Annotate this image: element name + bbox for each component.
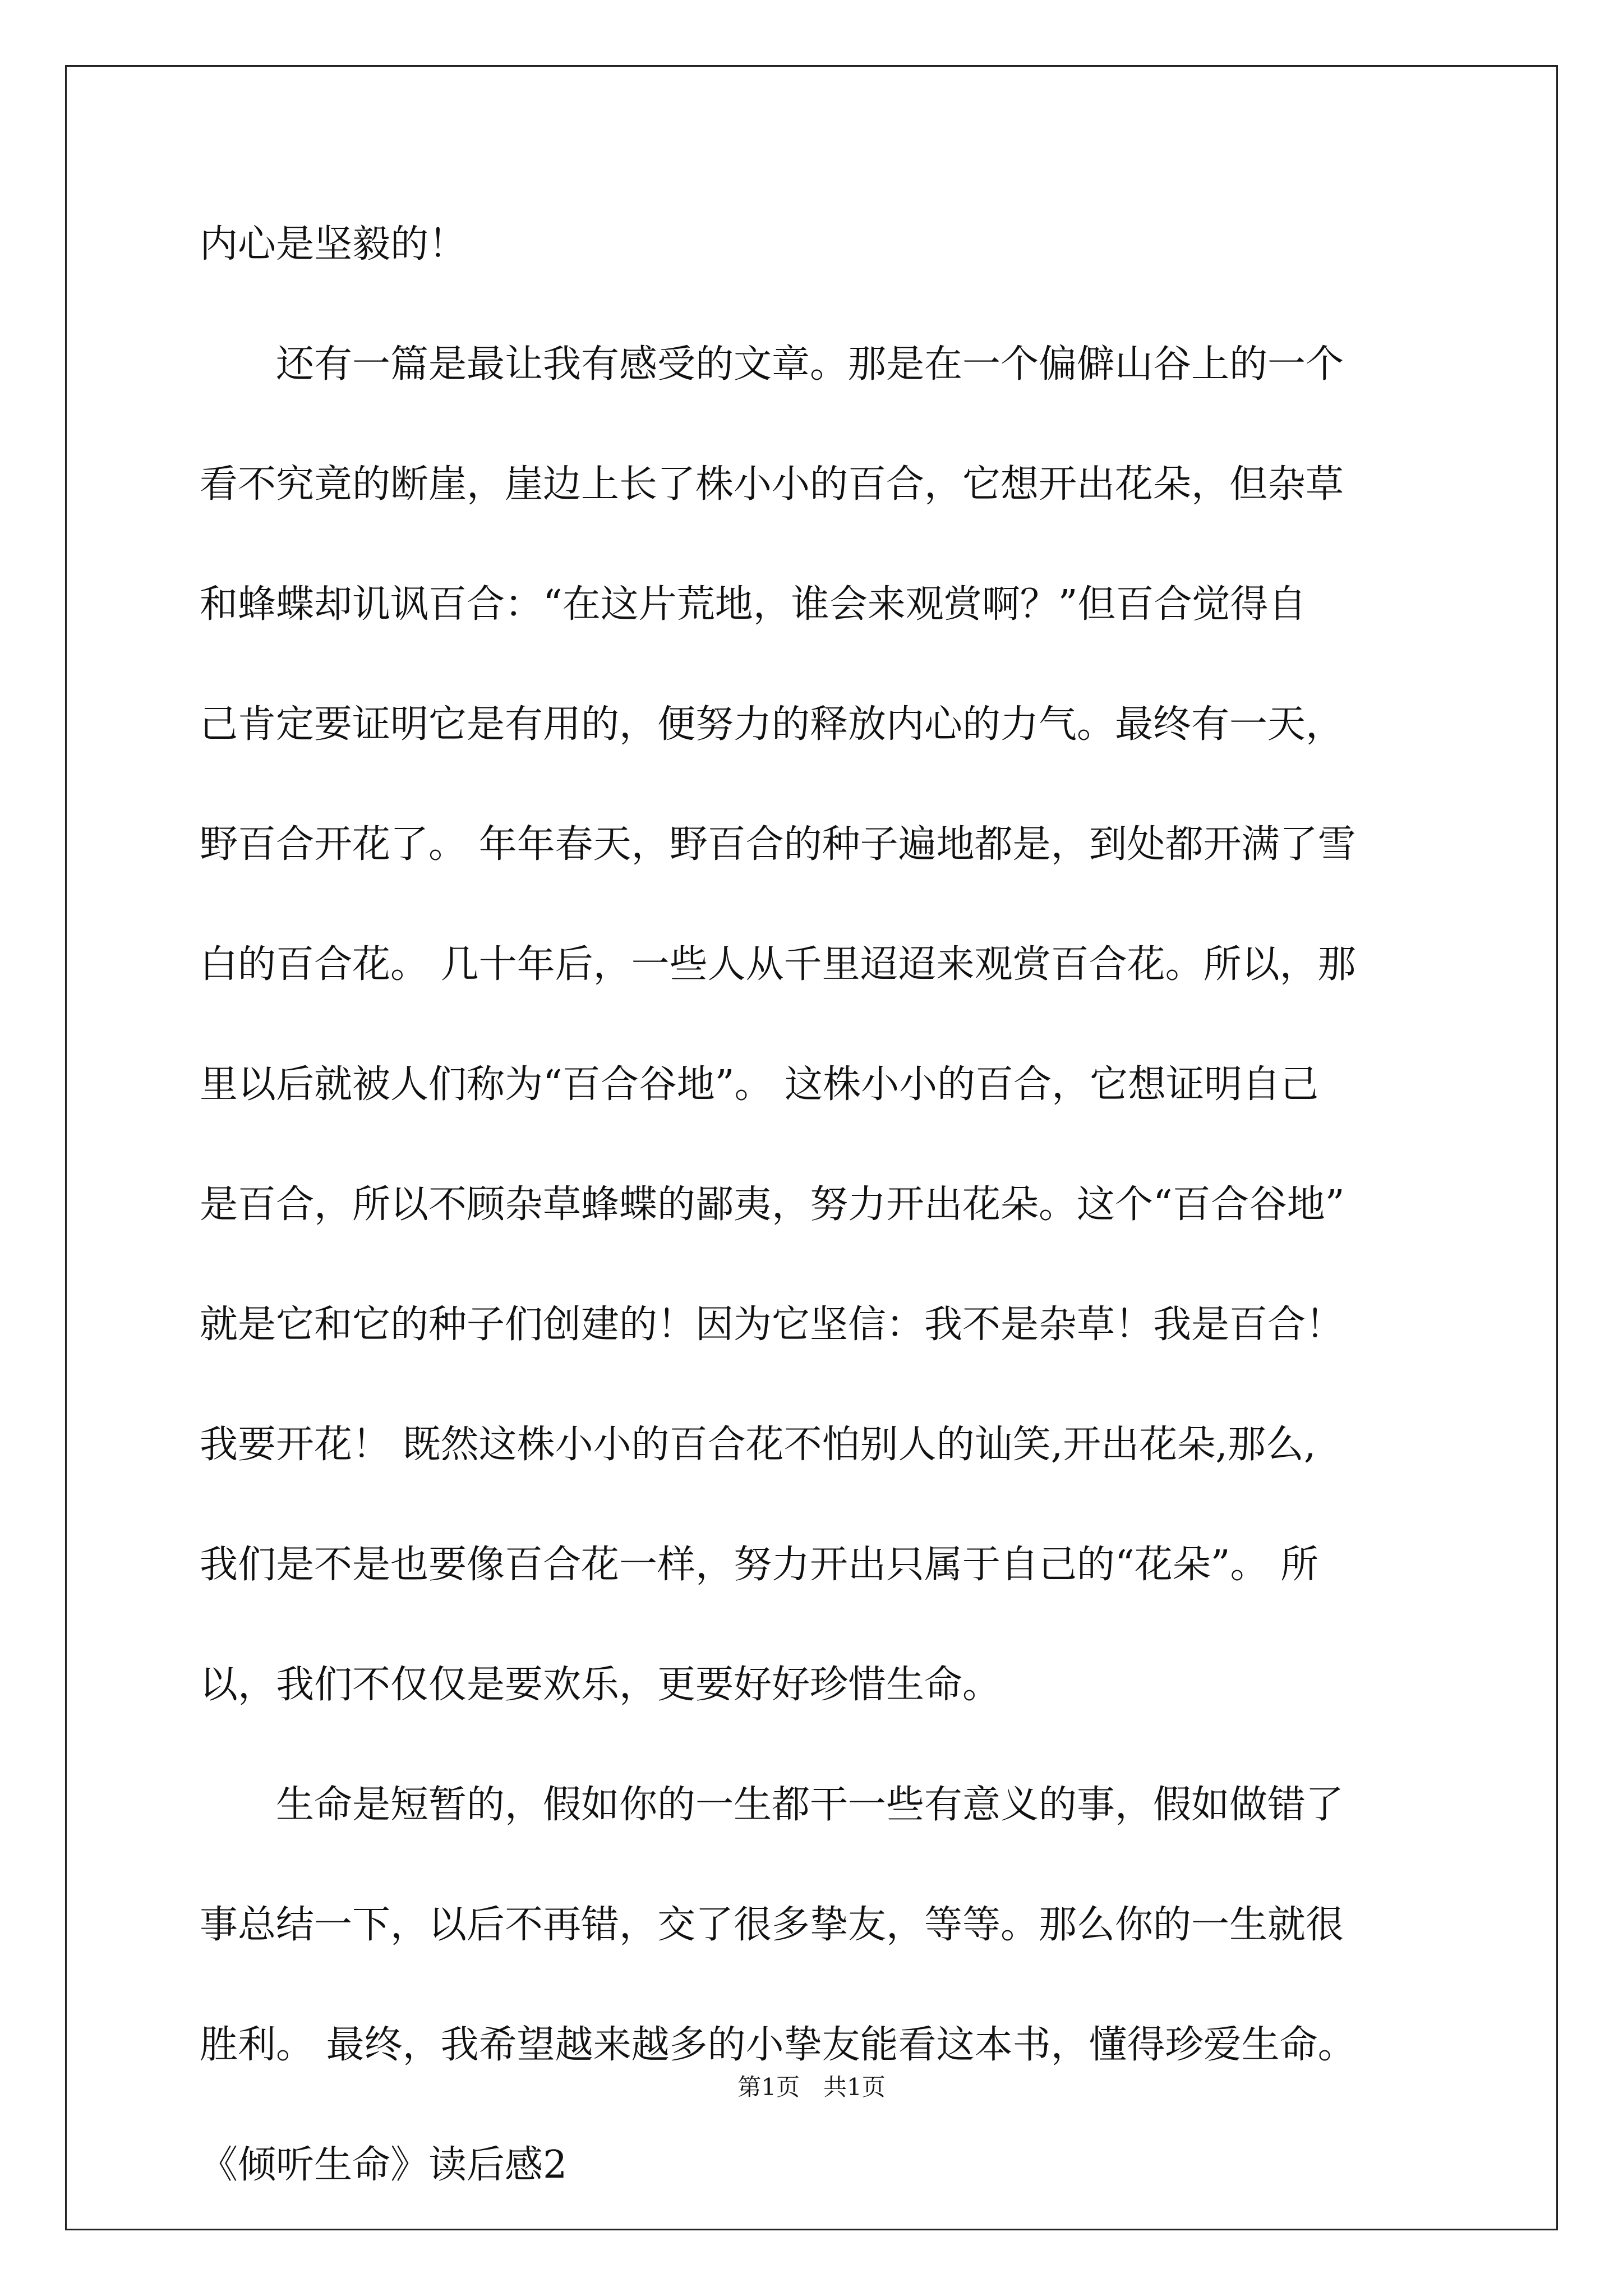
text-line: 我们是不是也要像百合花一样，努力开出只属于自己的“花朵”。 所: [200, 1543, 1319, 1587]
text-line: 就是它和它的种子们创建的！因为它坚信：我不是杂草！我是百合！: [200, 1303, 1344, 1347]
text-line: 看不究竟的断崖，崖边上长了株小小的百合，它想开出花朵，但杂草: [200, 462, 1344, 507]
text-line: 里以后就被人们称为“百合谷地”。 这株小小的百合，它想证明自己: [200, 1062, 1319, 1107]
text-line: 我要开花！ 既然这株小小的百合花不怕别人的讪笑,开出花朵,那么,: [200, 1423, 1316, 1467]
text-line: 己肯定要证明它是有用的，便努力的释放内心的力气。最终有一天，: [200, 702, 1344, 747]
document-body: [200, 217, 1422, 2257]
text-line: 白的百合花。 几十年后，一些人从千里迢迢来观赏百合花。所以，那: [200, 942, 1356, 987]
text-line: 是百合，所以不顾杂草蜂蝶的鄙夷，努力开出花朵。这个“百合谷地”: [200, 1182, 1345, 1227]
text-line: 以，我们不仅仅是要欢乐，更要好好珍惜生命。: [200, 1663, 1001, 1707]
text-line: 野百合开花了。 年年春天，野百合的种子遍地都是，到处都开满了雪: [200, 822, 1356, 867]
text-line: 事总结一下，以后不再错，交了很多挚友，等等。那么你的一生就很: [200, 1903, 1344, 1947]
text-line: 还有一篇是最让我有感受的文章。那是在一个偏僻山谷上的一个: [200, 342, 1344, 386]
text-line: 和蜂蝶却讥讽百合：“在这片荒地，谁会来观赏啊？”但百合觉得自: [200, 582, 1307, 627]
text-line: 胜利。 最终，我希望越来越多的小挚友能看这本书，懂得珍爱生命。: [200, 2023, 1356, 2067]
section-heading: 《倾听生命》读后感2: [200, 2143, 568, 2187]
text-line: 内心是坚毅的！: [200, 222, 467, 266]
text-line: 生命是短暂的，假如你的一生都干一些有意义的事，假如做错了: [200, 1783, 1344, 1827]
page-number-footer: 第1页 共1页: [737, 2073, 886, 2101]
